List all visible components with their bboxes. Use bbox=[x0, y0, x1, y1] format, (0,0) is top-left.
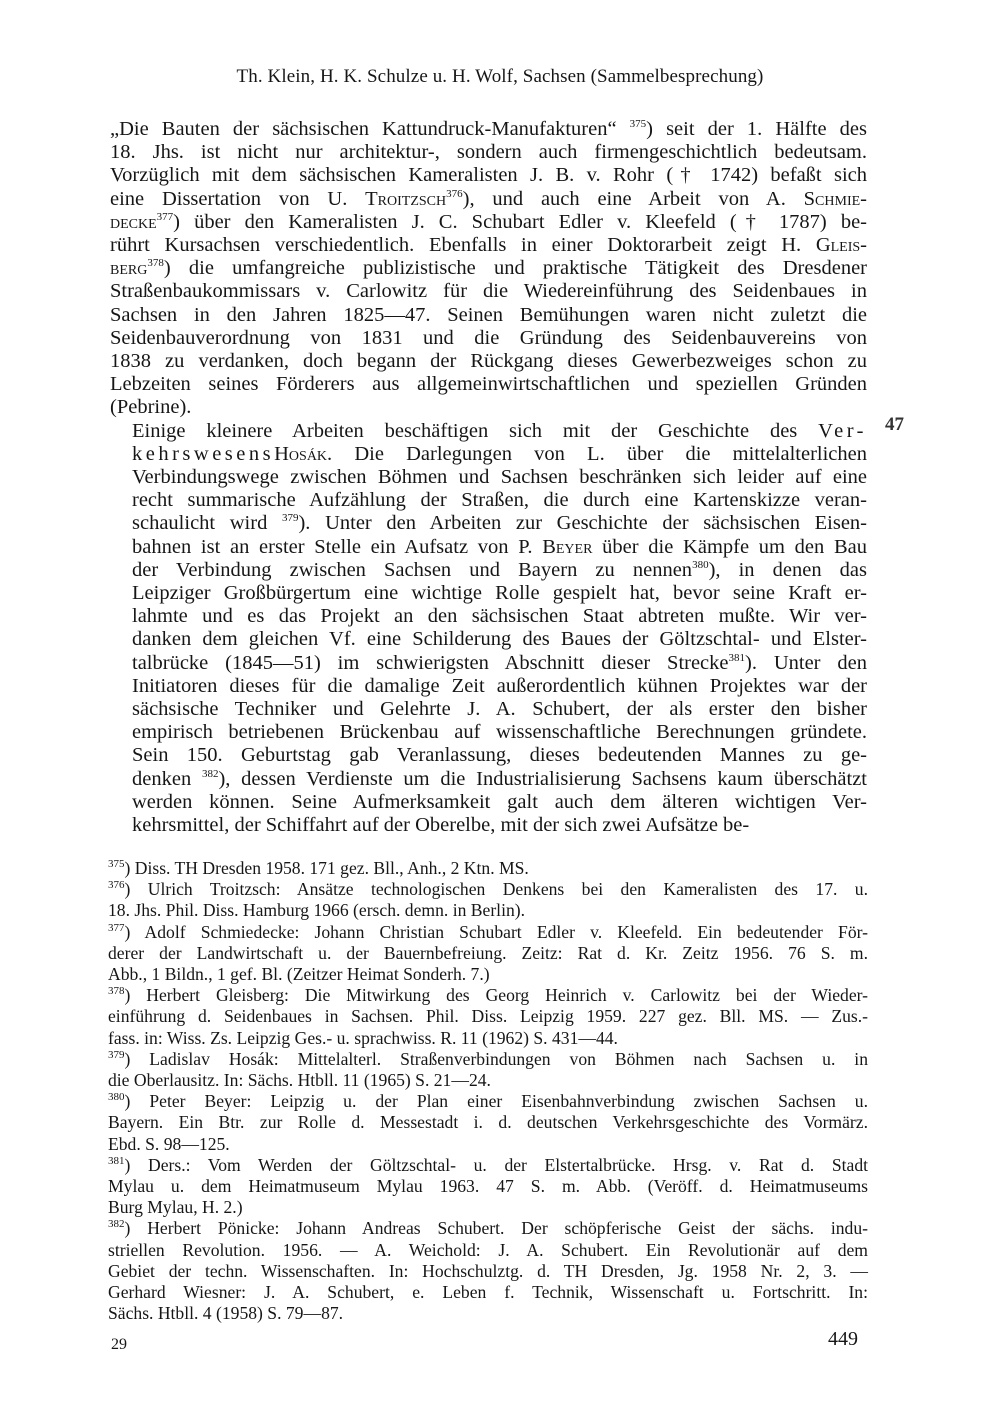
footnote-text: Bayern. Ein Btr. zur Rolle d. Messestadt i. d. deutschen Verkehrsgeschichte des Vormärz. bbox=[108, 1112, 868, 1133]
text-run: Sachsen in den Jahren 1825—47. Seinen Bemühungen waren nicht zuletzt die bbox=[110, 303, 867, 326]
p2-line bbox=[110, 791, 867, 814]
footnote-text: ) Herbert Pönicke: Johann Andreas Schubert. Der schöpferische Geist der sächs. indu- bbox=[124, 1218, 868, 1239]
footnote-reference[interactable]: 380 bbox=[692, 559, 709, 572]
small-caps-name: Hosák bbox=[274, 442, 328, 465]
text-run: . Die Darlegungen von L. bbox=[327, 442, 627, 465]
footnote-line bbox=[108, 1070, 868, 1091]
text-run: Einige kleinere Arbeiten beschäftigen sich mit der Geschichte des bbox=[132, 419, 819, 442]
footnote-line bbox=[108, 1091, 868, 1112]
text-run: recht summarische Aufzählung der Straßen, die durch eine Kartenskizze veran- bbox=[132, 489, 867, 512]
p2-line bbox=[110, 628, 867, 651]
footnote-reference[interactable]: 376 bbox=[446, 187, 463, 200]
footnote-line bbox=[108, 1006, 868, 1027]
p2-line bbox=[110, 652, 867, 675]
footnote-text: Gebiet der techn. Wissenschaften. In: Hochschulztg. d. TH Dresden, Jg. 1958 Nr. 2, 3. — bbox=[108, 1260, 868, 1281]
footnote-number: 376 bbox=[108, 879, 125, 892]
margin-number: 47 bbox=[885, 414, 904, 435]
text-run: Initiatoren dieses für die damalige Zeit außerordentlich kühnen Projektes war der bbox=[132, 674, 867, 697]
footnote-382 bbox=[108, 1218, 868, 1324]
text-run: (Pebrine). bbox=[110, 396, 192, 419]
footnote-line bbox=[108, 1176, 868, 1197]
footnote-number: 380 bbox=[108, 1091, 125, 1104]
p1-line bbox=[110, 396, 867, 419]
text-run: schaulicht wird bbox=[132, 512, 282, 535]
text-run: rührt Kursachsen verschiedentlich. Ebenfalls in einer Doktorarbeit zeigt H. bbox=[110, 234, 816, 257]
footnote-378 bbox=[108, 985, 868, 1049]
footnote-line bbox=[108, 1134, 868, 1155]
footnote-text: ) Diss. TH Dresden 1958. 171 gez. Bll., Anh., 2 Ktn. MS. bbox=[124, 858, 529, 878]
footnote-380 bbox=[108, 1091, 868, 1155]
p2-line bbox=[110, 675, 867, 698]
footnote-line bbox=[108, 858, 868, 879]
text-run: ). Unter den Arbeiten zur Geschichte der sächsischen Eisen- bbox=[298, 512, 867, 535]
small-caps-name: Schmie- bbox=[803, 187, 867, 210]
text-run: Leipziger Großbürgertum eine wichtige Rolle gespielt hat, bevor seine Kraft er- bbox=[132, 582, 867, 605]
paragraph-2 bbox=[110, 420, 867, 838]
footnote-line bbox=[108, 1028, 868, 1049]
p1-line bbox=[110, 188, 867, 211]
p1-line bbox=[110, 350, 867, 373]
p1-line bbox=[110, 141, 867, 164]
footnote-line bbox=[108, 1240, 868, 1261]
footnote-text: striellen Revolution. 1956. — A. Weichold: J. A. Schubert. Ein Revolutionär auf dem bbox=[108, 1239, 868, 1260]
p1-line bbox=[110, 304, 867, 327]
text-run: ) die umfangreiche publizistische und praktische Tätigkeit des Dresdener bbox=[163, 257, 867, 280]
footnote-381 bbox=[108, 1155, 868, 1219]
running-head: Th. Klein, H. K. Schulze u. H. Wolf, Sachsen (Sammelbesprechung) bbox=[236, 66, 764, 87]
p2-line bbox=[110, 420, 867, 443]
p2-line bbox=[110, 443, 867, 466]
footnote-line bbox=[108, 879, 868, 900]
footnote-line bbox=[108, 1282, 868, 1303]
p2-line bbox=[110, 814, 867, 837]
text-run: eine Dissertation von U. bbox=[110, 187, 366, 210]
footnote-line bbox=[108, 922, 868, 943]
text-run: werden können. Seine Aufmerksamkeit galt auch dem älteren wichtigen Ver- bbox=[132, 790, 867, 813]
footnote-reference[interactable]: 381 bbox=[728, 651, 746, 664]
footnote-text: Mylau u. dem Heimatmuseum Mylau 1963. 47 S. m. Abb. (Veröff. d. Heimatmuseums bbox=[108, 1176, 868, 1197]
text-run: ) seit der 1. Hälfte des bbox=[646, 118, 867, 140]
p2-line bbox=[110, 582, 867, 605]
footnote-text: Sächs. Htbll. 4 (1958) S. 79—87. bbox=[108, 1303, 344, 1324]
text-run: Lebzeiten seines Förderers aus allgemeinwirtschaftlichen und speziellen Gründen bbox=[110, 373, 867, 396]
footnotes bbox=[108, 858, 868, 1324]
footnote-line bbox=[108, 1218, 868, 1239]
spaced-emphasis: Ver- bbox=[818, 419, 867, 442]
text-run: Sein 150. Geburtstag gab Veranlassung, dieses bedeutenden Mannes zu ge- bbox=[132, 744, 867, 767]
p1-line bbox=[110, 118, 867, 141]
p2-line bbox=[110, 489, 867, 512]
footnote-text: derer der Landwirtschaft u. der Bauernbefreiung. Zeitz: Rat d. Kr. Zeitz 1956. 76 S. m. bbox=[108, 942, 868, 963]
text-run: lahmte und es das Projekt an den sächsischen Staat abtreten mußte. Wir ver- bbox=[132, 605, 867, 628]
text-run: über die mittelalterlichen bbox=[626, 442, 867, 465]
footnote-text: einführung d. Seidenbaues in Sachsen. Phil. Diss. Leipzig 1959. 227 gez. Bll. MS. — Zus.- bbox=[108, 1006, 868, 1027]
p1-line bbox=[110, 234, 867, 257]
p1-line bbox=[110, 257, 867, 280]
text-run: Verbindungswege zwischen Böhmen und Sachsen beschränken sich leider auf eine bbox=[132, 466, 867, 489]
footnote-text: die Oberlausitz. In: Sächs. Htbll. 11 (1965) S. 21—24. bbox=[108, 1070, 491, 1091]
footnote-line bbox=[108, 1112, 868, 1133]
p2-line bbox=[110, 512, 867, 535]
text-run: ), dessen Verdienste um die Industrialisierung Sachsens kaum überschätzt bbox=[218, 767, 867, 790]
footnote-text: ) Ulrich Troitzsch: Ansätze technologischen Denkens bei den Kameralisten des 17. u. bbox=[124, 879, 868, 900]
p2-line bbox=[110, 698, 867, 721]
text-run: sächsische Techniker und Gelehrte J. A. Schubert, der als erster den bisher bbox=[132, 698, 867, 721]
footnote-text: ) Peter Beyer: Leipzig u. der Plan einer Eisenbahnverbindung zwischen Sachsen u. bbox=[124, 1091, 868, 1112]
p2-line bbox=[110, 768, 867, 791]
text-run: Vorzüglich mit dem sächsischen Kameralisten J. B. v. Rohr († 1742) befaßt sich bbox=[110, 164, 867, 187]
footnote-text: Abb., 1 Bildn., 1 gef. Bl. (Zeitzer Heimat Sonderh. 7.) bbox=[108, 964, 490, 985]
footnote-377 bbox=[108, 922, 868, 986]
footnote-line bbox=[108, 1303, 868, 1324]
footnote-text: ) Herbert Gleisberg: Die Mitwirkung des Georg Heinrich v. Carlowitz bei der Wieder- bbox=[124, 985, 868, 1006]
footnote-reference[interactable]: 375 bbox=[629, 118, 647, 131]
signature-mark: 29 bbox=[111, 1336, 127, 1353]
text-run: über die Kämpfe um den Bau bbox=[592, 535, 868, 558]
spaced-emphasis: kehrswesens bbox=[132, 442, 275, 465]
footnote-number: 382 bbox=[108, 1218, 125, 1231]
footnote-text: ) Ders.: Vom Werden der Göltzschtal- u. der Elstertalbrücke. Hrsg. v. Rat d. Stadt bbox=[124, 1154, 868, 1175]
p2-line bbox=[110, 559, 867, 582]
text-run: ), in denen das bbox=[708, 558, 868, 581]
text-run: danken dem gleichen Vf. eine Schilderung des Baues der Göltzschtal- und Elster- bbox=[132, 628, 867, 651]
footnote-reference[interactable]: 378 bbox=[147, 257, 164, 270]
footnote-line bbox=[108, 943, 868, 964]
p2-line bbox=[110, 466, 867, 489]
footnote-text: ) Ladislav Hosák: Mittelalterl. Straßenverbindungen von Böhmen nach Sachsen u. in bbox=[124, 1048, 868, 1069]
text-run: talbrücke (1845—51) im schwierigsten Abschnitt dieser Strecke bbox=[132, 651, 729, 674]
text-run: ) über den Kameralisten J. C. Schubart Edler v. Kleefeld († 1787) be- bbox=[173, 210, 867, 233]
footnote-line bbox=[108, 1049, 868, 1070]
p1-line bbox=[110, 164, 867, 187]
page-number: 449 bbox=[828, 1328, 858, 1350]
text-run: denken bbox=[132, 767, 202, 790]
text-run: Seidenbauverordnung von 1831 und die Gründung des Seidenbauvereins von bbox=[110, 326, 867, 349]
footnote-text: Burg Mylau, H. 2.) bbox=[108, 1197, 243, 1218]
paragraph-1 bbox=[110, 118, 867, 420]
p1-line bbox=[110, 280, 867, 303]
footnote-number: 378 bbox=[108, 985, 125, 998]
text-run: empirisch betriebenen Brückenbau auf wissenschaftliche Berechnungen gründete. bbox=[132, 721, 867, 744]
footnote-number: 381 bbox=[108, 1154, 125, 1167]
small-caps-name: Gleis- bbox=[815, 234, 867, 257]
small-caps-name: Troitzsch bbox=[365, 187, 447, 210]
p2-line bbox=[110, 721, 867, 744]
p2-line bbox=[110, 744, 867, 767]
p2-line bbox=[110, 536, 867, 559]
p2-line bbox=[110, 605, 867, 628]
text-run: der Verbindung zwischen Sachsen und Bayern zu nennen bbox=[132, 558, 693, 581]
text-run: ), und auch eine Arbeit von A. bbox=[462, 187, 804, 210]
main-text bbox=[110, 118, 867, 837]
footnote-376 bbox=[108, 879, 868, 921]
footnote-line bbox=[108, 985, 868, 1006]
text-run: 1838 zu verdanken, doch begann der Rückgang dieses Gewerbezweiges schon zu bbox=[110, 350, 867, 373]
footnote-line bbox=[108, 1261, 868, 1282]
text-run: ). Unter den bbox=[745, 651, 867, 674]
footnote-line bbox=[108, 964, 868, 985]
footnote-375 bbox=[108, 858, 868, 879]
footnote-number: 375 bbox=[108, 858, 125, 871]
footnote-text: Gerhard Wiesner: J. A. Schubert, e. Leben f. Technik, Wissenschaft u. Fortschritt. In: bbox=[108, 1282, 868, 1303]
text-run: bahnen ist an erster Stelle ein Aufsatz von P. bbox=[132, 535, 543, 558]
footnote-number: 377 bbox=[108, 921, 125, 934]
footnote-line bbox=[108, 900, 868, 921]
footnote-text: 18. Jhs. Phil. Diss. Hamburg 1966 (ersch. demn. in Berlin). bbox=[108, 900, 526, 921]
footnote-reference[interactable]: 377 bbox=[156, 210, 174, 223]
footnote-reference[interactable]: 382 bbox=[201, 767, 219, 780]
footnote-line bbox=[108, 1197, 868, 1218]
small-caps-name: Beyer bbox=[542, 535, 593, 558]
footnote-number: 379 bbox=[108, 1048, 125, 1061]
text-run: Straßenbaukommissars v. Carlowitz für die Wiedereinführung des Seidenbaues in bbox=[110, 280, 867, 303]
small-caps-name: decke bbox=[110, 210, 157, 233]
text-run: „Die Bauten der sächsischen Kattundruck-Manufakturen“ bbox=[110, 118, 630, 140]
p1-line bbox=[110, 327, 867, 350]
small-caps-name: berg bbox=[110, 257, 148, 280]
footnote-reference[interactable]: 379 bbox=[281, 512, 299, 525]
footnote-text: ) Adolf Schmiedecke: Johann Christian Schubart Edler v. Kleefeld. Ein bedeutender För- bbox=[124, 921, 868, 942]
text-run: 18. Jhs. ist nicht nur architektur-, sondern auch firmengeschichtlich bedeutsam. bbox=[110, 141, 867, 164]
text-run: kehrsmittel, der Schiffahrt auf der Oberelbe, mit der sich zwei Aufsätze be- bbox=[132, 814, 750, 837]
footnote-text: Ebd. S. 98—125. bbox=[108, 1133, 230, 1154]
footnote-379 bbox=[108, 1049, 868, 1091]
p1-line bbox=[110, 211, 867, 234]
p1-line bbox=[110, 373, 867, 396]
footnote-line bbox=[108, 1155, 868, 1176]
footnote-text: fass. in: Wiss. Zs. Leipzig Ges.- u. sprachwiss. R. 11 (1962) S. 431—44. bbox=[108, 1027, 618, 1048]
